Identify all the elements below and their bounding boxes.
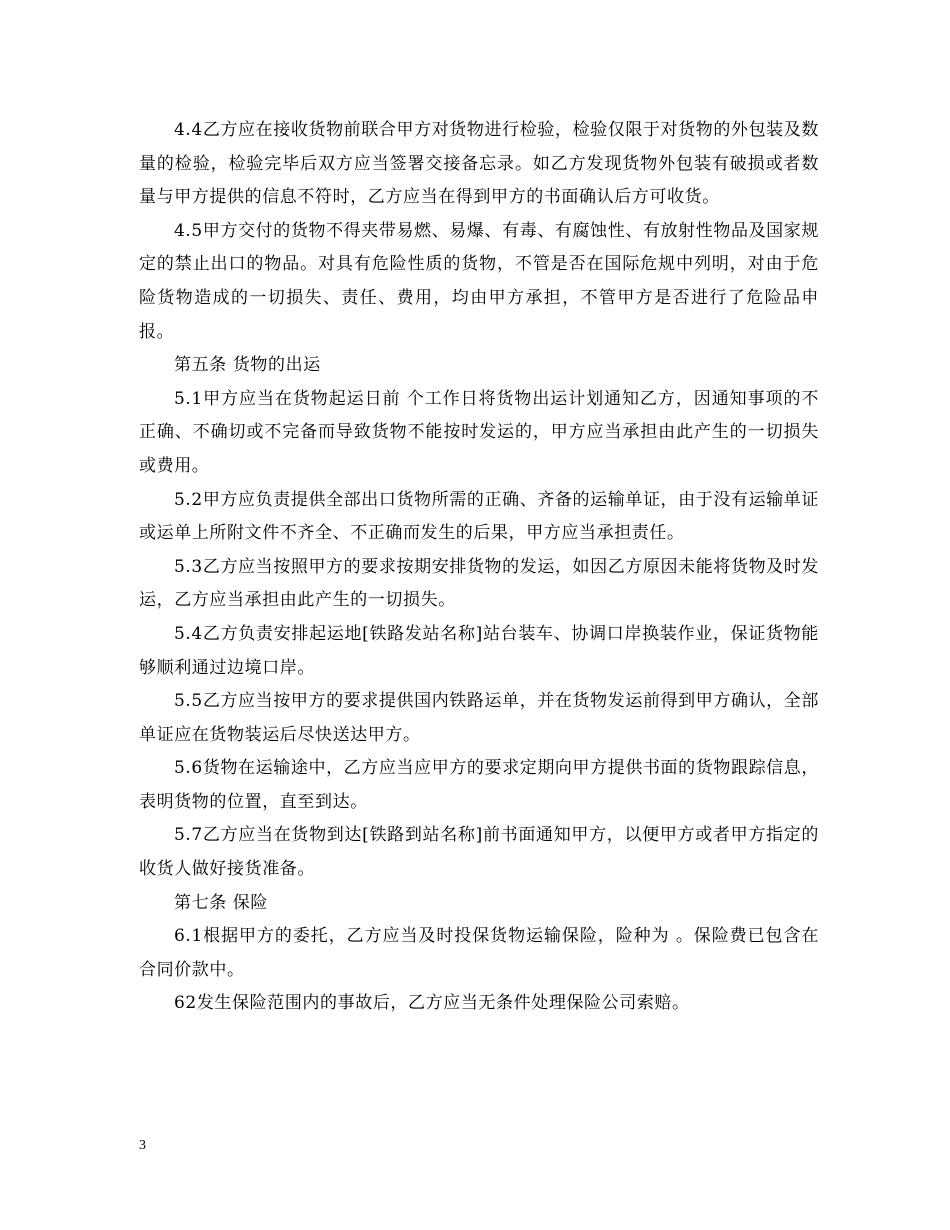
clause-5-5: 5.5乙方应当按甲方的要求提供国内铁路运单，并在货物发运前得到甲方确认，全部单证应在货物装运后尽快送达甲方。 [139,691,819,745]
clause-4-4: 4.4乙方应在接收货物前联合甲方对货物进行检验，检验仅限于对货物的外包装及数量的检验，检验完毕后双方应当签署交接备忘录。如乙方发现货物外包装有破损或者数量与甲方提供的信息不符时，乙方应当在得到甲方的书面确认后方可收货。 [139,120,819,208]
page-number: 3 [139,1138,146,1153]
clause-5-2: 5.2甲方应负责提供全部出口货物所需的正确、齐备的运输单证，由于没有运输单证或运单上所附文件不齐全、不正确而发生的后果，甲方应当承担责任。 [139,489,819,544]
article-5-heading: 第五条 货物的出运 [174,355,321,376]
clause-6-1: 6.1根据甲方的委托，乙方应当及时投保货物运输保险，险种为 。保险费已包含在合同价款中。 [139,926,819,980]
clause-5-1: 5.1甲方应当在货物起运日前 个工作日将货物出运计划通知乙方，因通知事项的不正确、不确切或不完备而导致货物不能按时发运的，甲方应当承担由此产生的一切损失或费用。 [139,388,819,476]
clause-5-7: 5.7乙方应当在货物到达[铁路到站名称]前书面通知甲方，以便甲方或者甲方指定的收货人做好接货准备。 [139,825,819,880]
clause-4-5: 4.5甲方交付的货物不得夹带易燃、易爆、有毒、有腐蚀性、有放射性物品及国家规定的禁止出口的物品。对具有危险性质的货物，不管是否在国际危规中列明，对由于危险货物造成的一切损失、责任、费用，均由甲方承担，不管甲方是否进行了危险品申报。 [139,220,819,342]
article-7-heading: 第七条 保险 [174,892,269,913]
clause-5-6: 5.6货物在运输途中，乙方应当应甲方的要求定期向甲方提供书面的货物跟踪信息，表明货物的位置，直至到达。 [139,758,819,812]
clause-5-4: 5.4乙方负责安排起运地[铁路发站名称]站台装车、协调口岸换装作业，保证货物能够顺利通过边境口岸。 [139,623,819,678]
clause-6-2: 62发生保险范围内的事故后，乙方应当无条件处理保险公司索赔。 [174,993,690,1014]
clause-5-3: 5.3乙方应当按照甲方的要求按期安排货物的发运，如因乙方原因未能将货物及时发运，乙方应当承担由此产生的一切损失。 [139,556,819,611]
document-body [139,114,819,1021]
